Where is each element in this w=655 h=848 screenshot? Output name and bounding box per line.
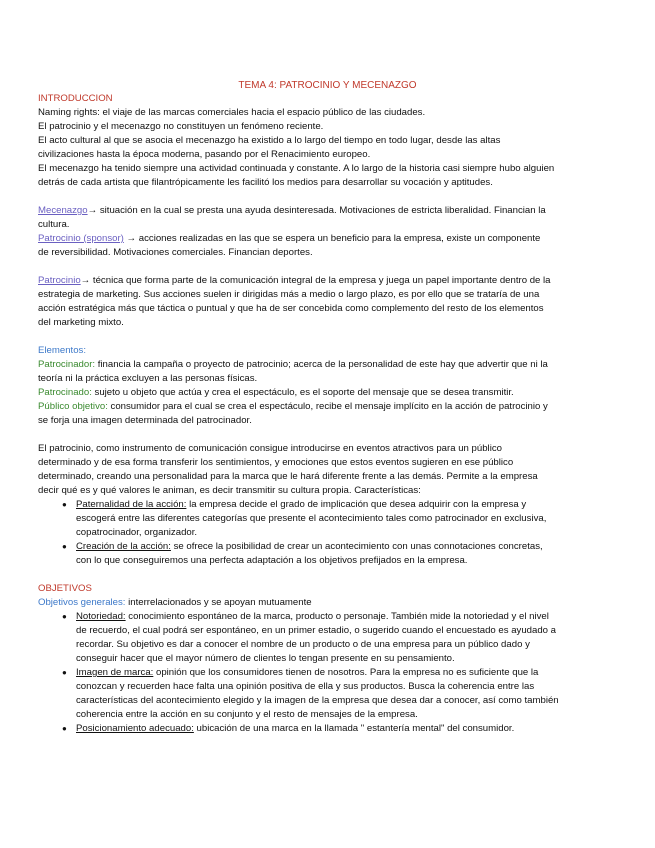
text-line: características del acontecimiento elegido y la imagen de la empresa que desea dar a conocer, así como también	[76, 695, 559, 706]
text-line: del marketing mixto.	[38, 317, 124, 328]
text-line: cultura.	[38, 219, 70, 230]
bullet-icon: ●	[62, 668, 67, 677]
text-line: El patrocinio y el mecenazgo no constituyen un fenómeno reciente.	[38, 121, 324, 132]
definition-mecenazgo	[38, 204, 617, 232]
definition-text: se ofrece la posibilidad de crear un acontecimiento con unas connotaciones concretas,	[170, 541, 543, 552]
definition-text: sujeto u objeto que actúa y crea el espectáculo, es el soporte del mensaje que se desea transmitir.	[91, 387, 514, 398]
section-heading-introduccion: INTRODUCCION	[38, 93, 113, 104]
term-label: Patrocinador:	[38, 359, 96, 370]
definition-text: → acciones realizadas en las que se espera un beneficio para la empresa, existe un componente	[123, 233, 541, 244]
definition-text: consumidor para el cual se crea el espectáculo, recibe el mensaje implícito en la acción de patrocinio y	[107, 401, 548, 412]
definition-text: ubicación de una marca en la llamada " estantería mental" del consumidor.	[193, 723, 515, 734]
text-line: estrategia de marketing. Sus acciones suelen ir dirigidas más a medio o largo plazo, es por ello que se trataría de una	[38, 289, 540, 300]
term-label: Notoriedad:	[76, 611, 126, 622]
section-heading-objetivos: OBJETIVOS	[38, 583, 92, 594]
text-line: coherencia entre la acción en su conjunto y el resto de mensajes de la empresa.	[76, 709, 418, 720]
elemento-patrocinador	[38, 358, 617, 386]
bullet-icon: ●	[62, 500, 67, 509]
text-line: acción estratégica más que táctica o puntual y que ha de ser concebida como complemento del resto de los elementos	[38, 303, 544, 314]
text-line: El patrocinio, como instrumento de comunicación consigue introducirse en eventos atractivos para un público	[38, 443, 502, 454]
patrocinio-paragraph	[38, 442, 617, 498]
term-label: Imagen de marca:	[76, 667, 154, 678]
term-label: Patrocinado:	[38, 387, 92, 398]
text-line: El mecenazgo ha tenido siempre una actividad continuada y constante. A lo largo de la historia casi siempre hubo alguien	[38, 163, 555, 174]
list-item	[38, 540, 617, 568]
text-line: con lo que conseguiremos una perfecta adaptación a los objetivos prefijados en la empresa.	[76, 555, 468, 566]
term-label: Creación de la acción:	[76, 541, 171, 552]
term-label: Paternalidad de la acción:	[76, 499, 187, 510]
text-line: decir qué es y qué valores le animan, es decir transmitir su cultura propia. Características:	[38, 485, 421, 496]
definition-text: conocimiento espontáneo de la marca, producto o personaje. También mide la notoriedad y el nivel	[125, 611, 549, 622]
text-line: recordar. Su objetivo es dar a conocer el nombre de un producto o de una empresa para un público dado y	[76, 639, 530, 650]
list-item	[38, 666, 617, 722]
definition-text: → técnica que forma parte de la comunicación integral de la empresa y juega un papel importante dentro de la	[80, 275, 551, 286]
patrocinio-link[interactable]: Patrocinio	[38, 275, 81, 286]
elemento-patrocinado	[38, 386, 617, 400]
definition-patrocinio	[38, 274, 617, 330]
term-label: Posicionamiento adecuado:	[76, 723, 194, 734]
mecenazgo-link[interactable]: Mecenazgo	[38, 205, 88, 216]
text-line: El acto cultural al que se asocia el mecenazgo ha existido a lo largo del tiempo en todo lugar, desde las altas	[38, 135, 501, 146]
text-line: se forja una imagen determinada del patrocinador.	[38, 415, 252, 426]
text-line: civilizaciones hasta la época moderna, pasando por el Renacimiento europeo.	[38, 149, 371, 160]
introduccion-paragraph	[38, 106, 617, 190]
section-heading-elementos: Elementos:	[38, 345, 86, 356]
list-item	[38, 722, 617, 736]
caracteristicas-list	[38, 498, 617, 568]
objetivos-list	[38, 610, 617, 736]
definition-text: → situación en la cual se presta una ayuda desinteresada. Motivaciones de estricta liberalidad. Financian la	[87, 205, 546, 216]
text-line: determinado y de esa forma transferir los sentimientos, y emociones que estos eventos sugieren en ese público	[38, 457, 514, 468]
definition-text: la empresa decide el grado de implicación que desea adquirir con la empresa y	[186, 499, 527, 510]
text-line: determinado, creando una personalidad para la marca que le hará diferente frente a las demás. Permite a la empresa	[38, 471, 538, 482]
list-item	[38, 610, 617, 666]
text-line: conseguir hacer que el mayor número de clientes lo tengan presente en su pensamiento.	[76, 653, 455, 664]
bullet-icon: ●	[62, 542, 67, 551]
text-line: escogerá entre las diferentes categorías que presente el acontecimiento tales como patrocinador en exclusiva,	[76, 513, 547, 524]
text-line: copatrocinador, organizador.	[76, 527, 198, 538]
patrocinio-sponsor-link[interactable]: Patrocinio (sponsor)	[38, 233, 124, 244]
list-item	[38, 498, 617, 540]
definition-text: interrelacionados y se apoyan mutuamente	[125, 597, 312, 608]
term-label: Público objetivo:	[38, 401, 108, 412]
document-title: TEMA 4: PATROCINIO Y MECENAZGO	[238, 80, 417, 91]
definition-text: opinión que los consumidores tienen de nosotros. Para la empresa no es suficiente que la	[153, 667, 539, 678]
text-line: teoría ni la práctica excluyen a las personas físicas.	[38, 373, 258, 384]
text-line: Naming rights: el viaje de las marcas comerciales hacia el espacio público de las ciudades.	[38, 107, 426, 118]
definition-text: financia la campaña o proyecto de patrocinio; acerca de la personalidad de este hay que advertir que ni la	[95, 359, 548, 370]
text-line: de reversibilidad. Motivaciones comerciales. Financian deportes.	[38, 247, 313, 258]
bullet-icon: ●	[62, 724, 67, 733]
text-line: de recuerdo, el cual podrá ser espontáneo, en un primer estadio, o sugerido cuando el encuestado es ayudado a	[76, 625, 557, 636]
definition-sponsor	[38, 232, 617, 260]
text-line: detrás de cada artista que filantrópicamente les facilitó los medios para desarrollar su vocación y aptitudes.	[38, 177, 493, 188]
term-label: Objetivos generales:	[38, 597, 126, 608]
elemento-publico-objetivo	[38, 400, 617, 428]
text-line: conozcan y recuerden hace falta una opinión positiva de ella y sus productos. Busca la coherencia entre las	[76, 681, 535, 692]
bullet-icon: ●	[62, 612, 67, 621]
